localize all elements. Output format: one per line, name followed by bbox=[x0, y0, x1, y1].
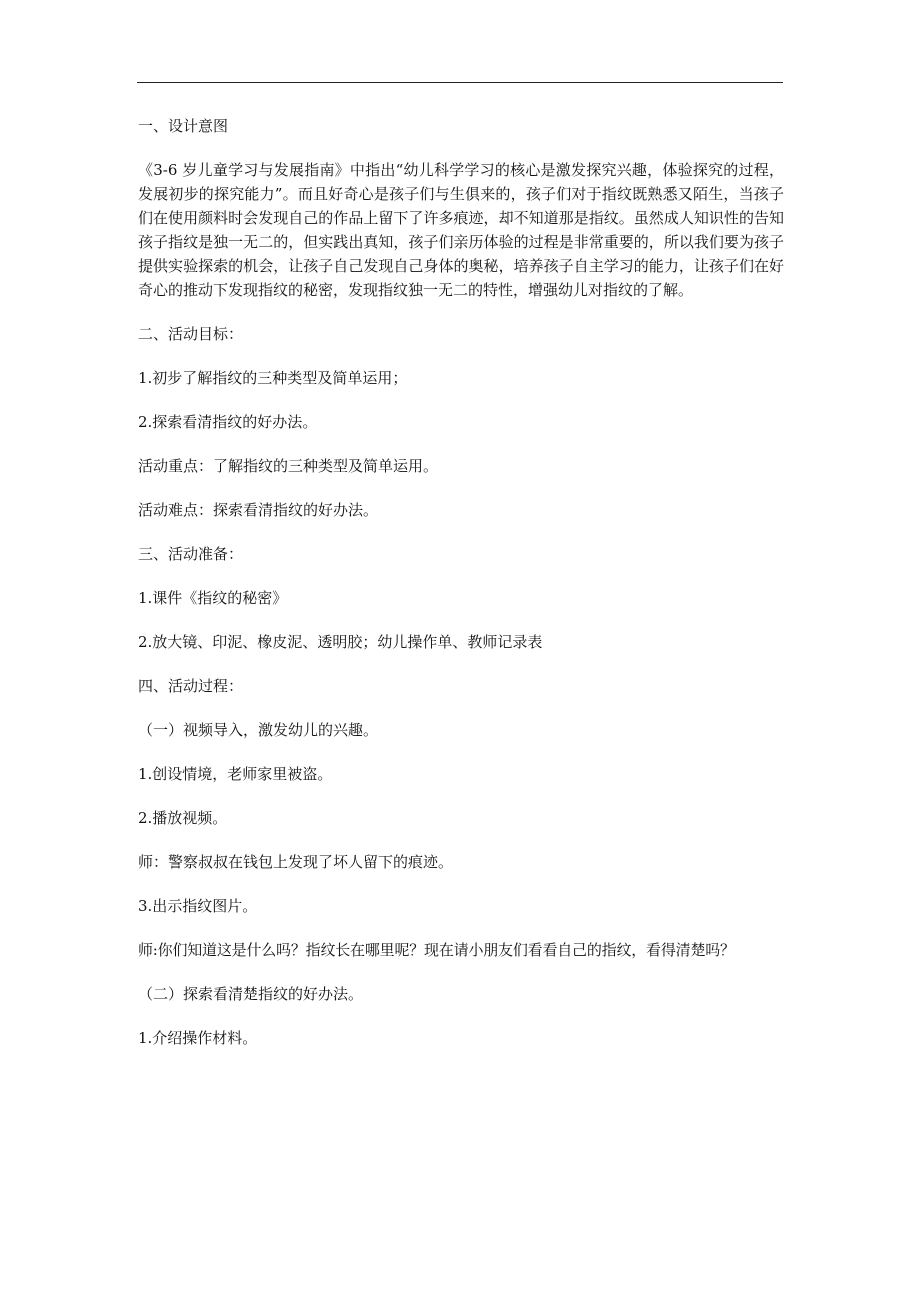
preparation-item: 1.课件《指纹的秘密》 bbox=[138, 589, 288, 607]
header-rule bbox=[137, 82, 783, 83]
process-line: 师:你们知道这是什么吗？指纹长在哪里呢？现在请小朋友们看看自己的指纹，看得清楚吗？ bbox=[138, 941, 735, 959]
section-heading-design-intent: 一、设计意图 bbox=[138, 117, 229, 135]
process-line: 1.创设情境，老师家里被盗。 bbox=[138, 765, 333, 783]
goal-item: 1.初步了解指纹的三种类型及简单运用； bbox=[138, 369, 408, 387]
design-intent-paragraph: 《3-6 岁儿童学习与发展指南》中指出“幼儿科学学习的核心是激发探究兴趣，体验探究的过程，发展初步的探究能力”。而且好奇心是孩子们与生俱来的，孩子们对于指纹既熟悉又陌生，当孩子们在使用颜料时会发现自己的作品上留下了许多痕迹，却不知道那是指纹。虽然成人知识性的告知孩子指纹是独一无二的，但实践出真知，孩子们亲历体验的过程是非常重要的，所以我们要为孩子提供实验探索的机会，让孩子自己发现自己身体的奥秘，培养孩子自主学习的能力，让孩子们在好奇心的推动下发现指纹的秘密，发现指纹独一无二的特性，增强幼儿对指纹的了解。 bbox=[138, 161, 784, 299]
process-subheading-1: （一）视频导入，激发幼儿的兴趣。 bbox=[138, 721, 379, 739]
process-line: 1.介绍操作材料。 bbox=[138, 1029, 258, 1047]
process-line: 3.出示指纹图片。 bbox=[138, 897, 258, 915]
process-line: 师：警察叔叔在钱包上发现了坏人留下的痕迹。 bbox=[138, 853, 454, 871]
section-heading-goals: 二、活动目标： bbox=[138, 325, 244, 343]
difficulty-point: 活动难点：探索看清指纹的好办法。 bbox=[138, 501, 379, 519]
process-line: 2.播放视频。 bbox=[138, 809, 228, 827]
key-point: 活动重点：了解指纹的三种类型及简单运用。 bbox=[138, 457, 439, 475]
goal-item: 2.探索看清指纹的好办法。 bbox=[138, 413, 318, 431]
preparation-item: 2.放大镜、印泥、橡皮泥、透明胶；幼儿操作单、教师记录表 bbox=[138, 633, 543, 651]
section-heading-preparation: 三、活动准备： bbox=[138, 545, 244, 563]
section-heading-process: 四、活动过程： bbox=[138, 677, 244, 695]
process-subheading-2: （二）探索看清楚指纹的好办法。 bbox=[138, 985, 364, 1003]
document-body bbox=[138, 114, 784, 1070]
